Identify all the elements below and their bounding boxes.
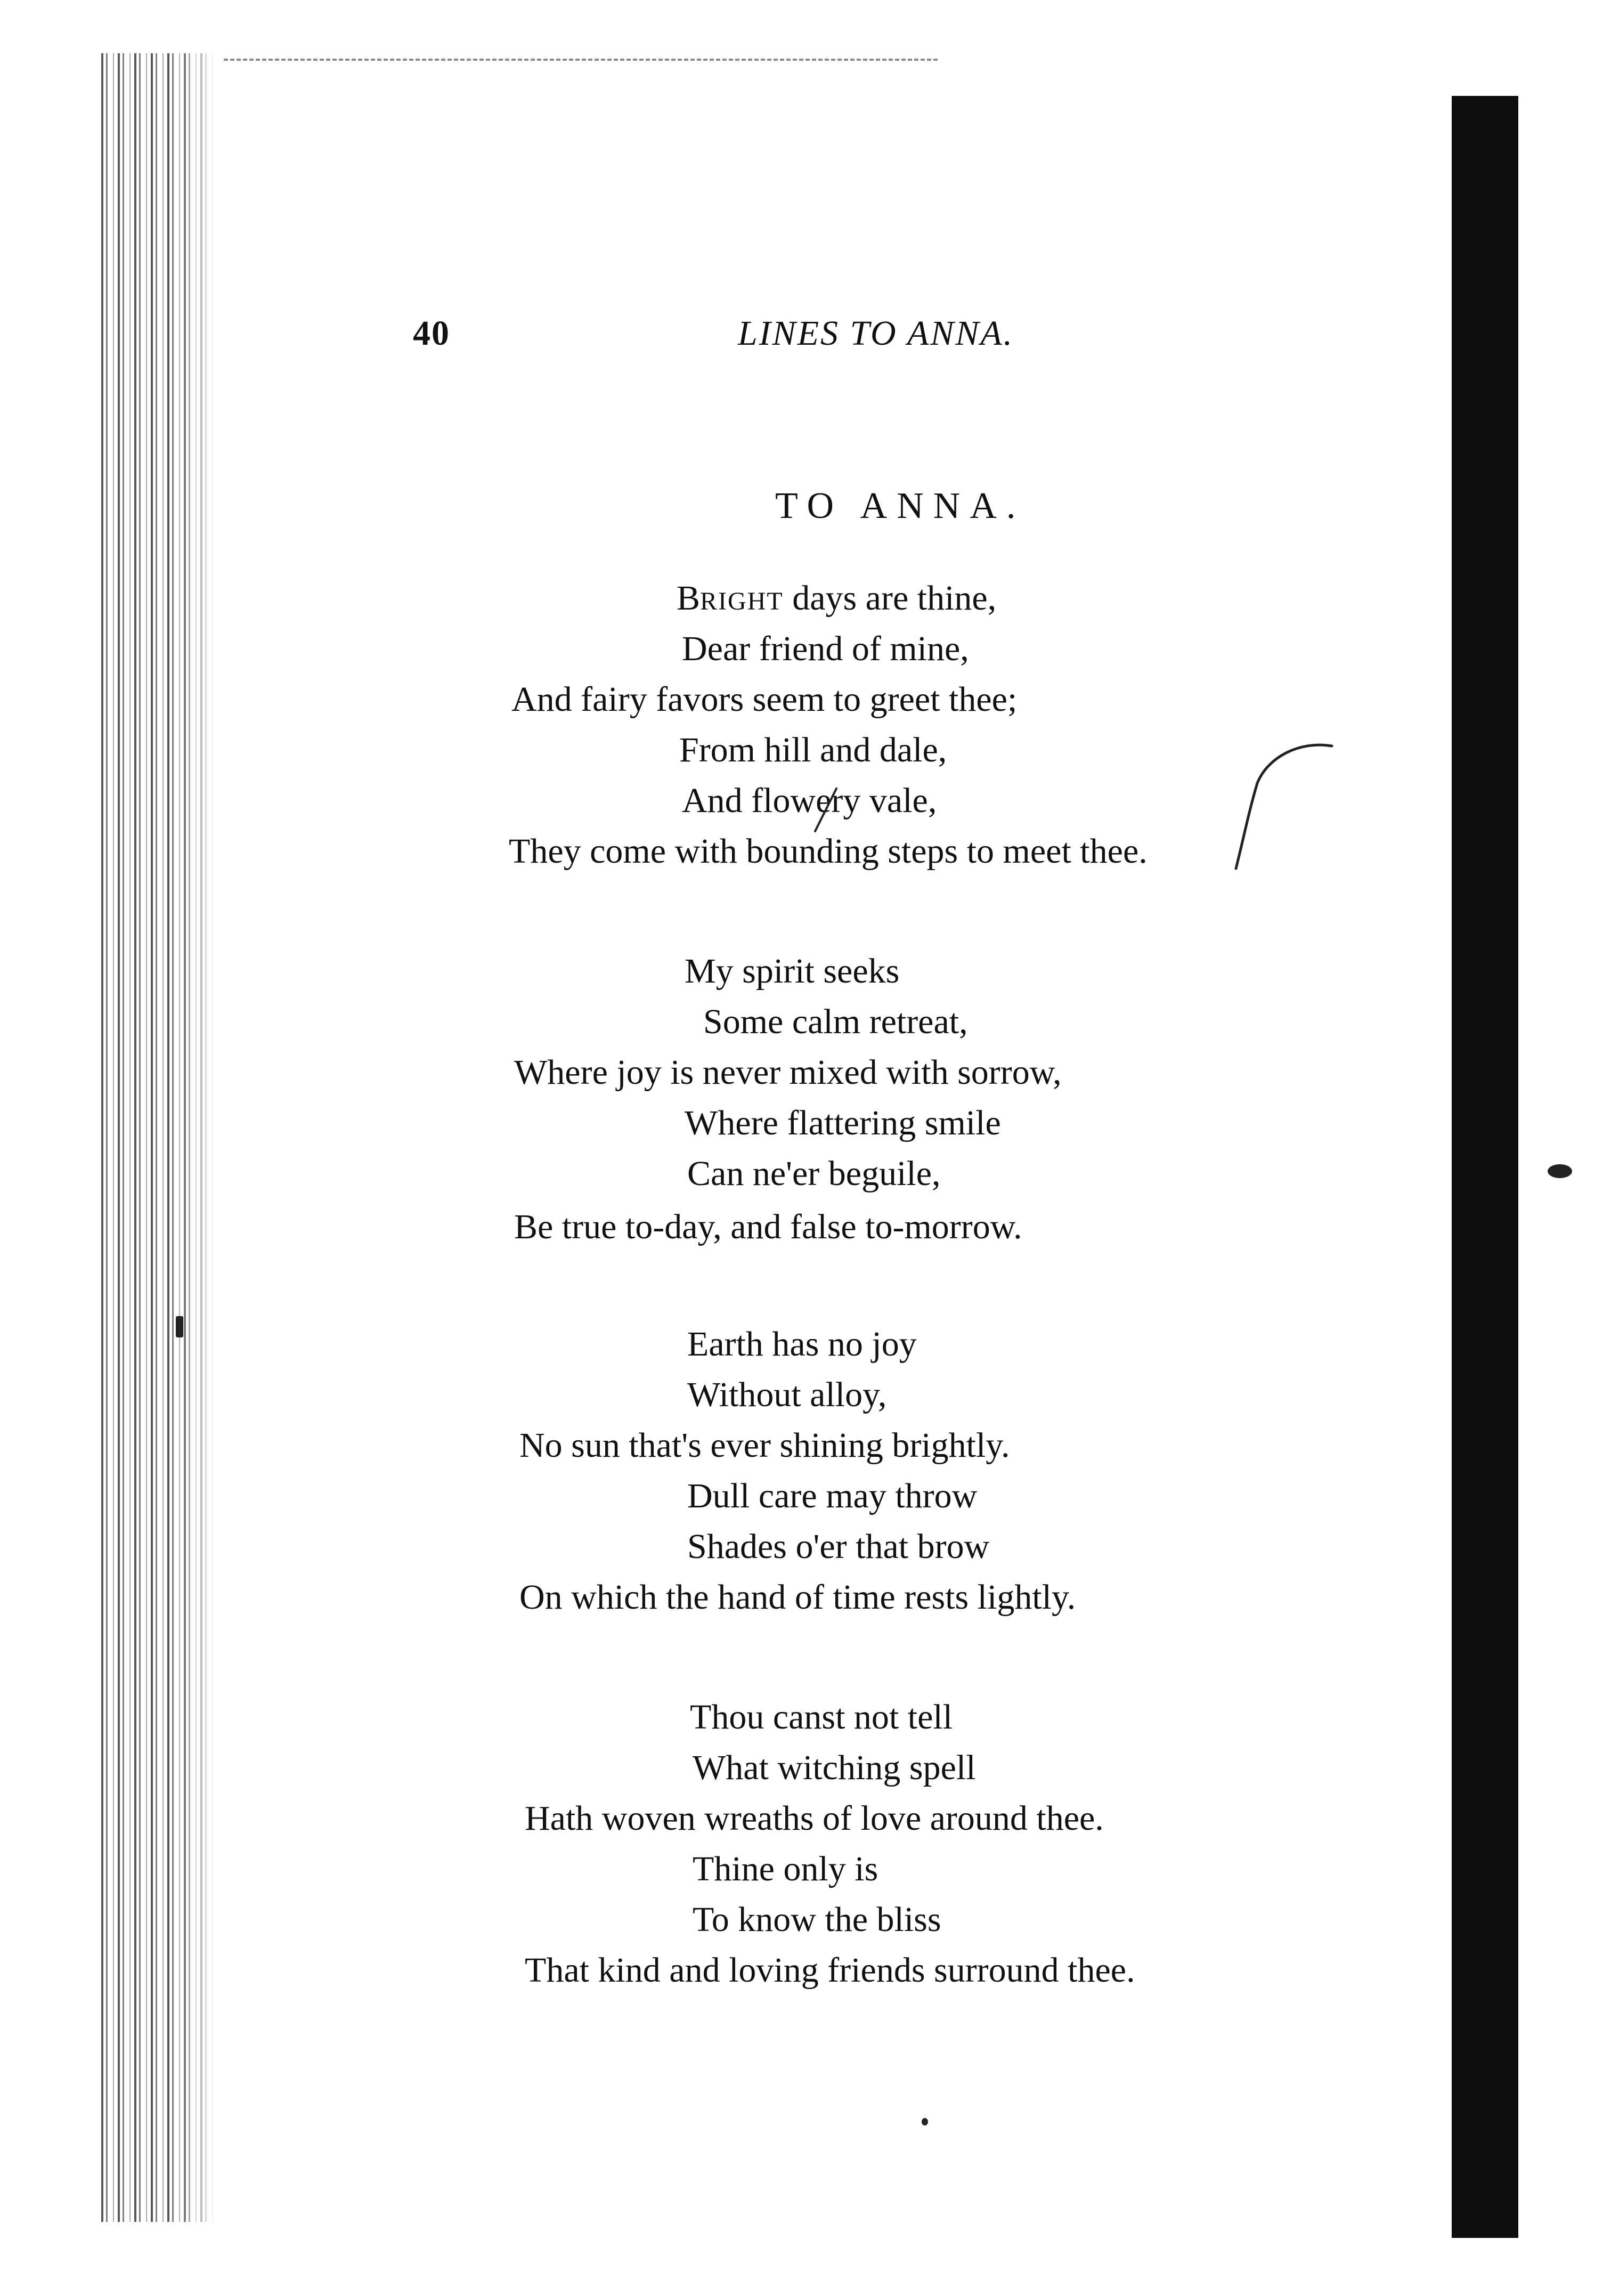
pencil-mark [1220,735,1342,874]
poem-line: Hath woven wreaths of love around thee. [525,1799,1104,1838]
poem-line: Shades o'er that brow [687,1527,990,1566]
poem-line: To know the bliss [693,1900,941,1939]
poem-line: Dear friend of mine, [682,629,969,668]
pencil-stroke [810,786,842,834]
poem-line: Where flattering smile [685,1104,1001,1142]
poem-line: What witching spell [693,1748,976,1787]
poem-line: Thou canst not tell [690,1698,953,1737]
poem-line: Can ne'er beguile, [687,1154,941,1193]
poem-line: Thine only is [693,1849,878,1888]
drop-initial: B [677,579,701,618]
scan-top-rule [224,59,938,61]
scan-gutter-fade [176,53,218,2222]
scan-speck [1548,1164,1572,1178]
poem-line: And fairy favors seem to greet thee; [511,680,1018,719]
poem-line: BRIGHT days are thine, [677,579,997,618]
poem-line: No sun that's ever shining brightly. [519,1426,1010,1465]
poem-line: My spirit seeks [685,952,900,991]
poem-line: From hill and dale, [679,731,947,769]
scan-speck [176,1316,183,1337]
poem-line: Dull care may throw [687,1476,978,1515]
scan-right-edge-bar [1452,96,1518,2238]
poem-line: And flowery vale, [682,781,937,820]
poem-line: They come with bounding steps to meet thee. [509,832,1148,871]
page-number: 40 [413,314,450,353]
poem-line: Without alloy, [687,1375,887,1414]
poem-line: On which the hand of time rests lightly. [519,1578,1076,1617]
running-head-title: LINES TO ANNA. [738,314,1014,353]
poem-line: Where joy is never mixed with sorrow, [514,1053,1062,1092]
poem-title: TO ANNA. [775,485,1026,526]
poem-line: Earth has no joy [687,1325,917,1364]
poem-line: Some calm retreat, [703,1002,968,1041]
small-caps-word: RIGHT [700,587,784,615]
scan-speck [922,2118,928,2125]
poem-line: Be true to-day, and false to-morrow. [514,1207,1022,1246]
poem-line: That kind and loving friends surround thee. [525,1951,1135,1990]
